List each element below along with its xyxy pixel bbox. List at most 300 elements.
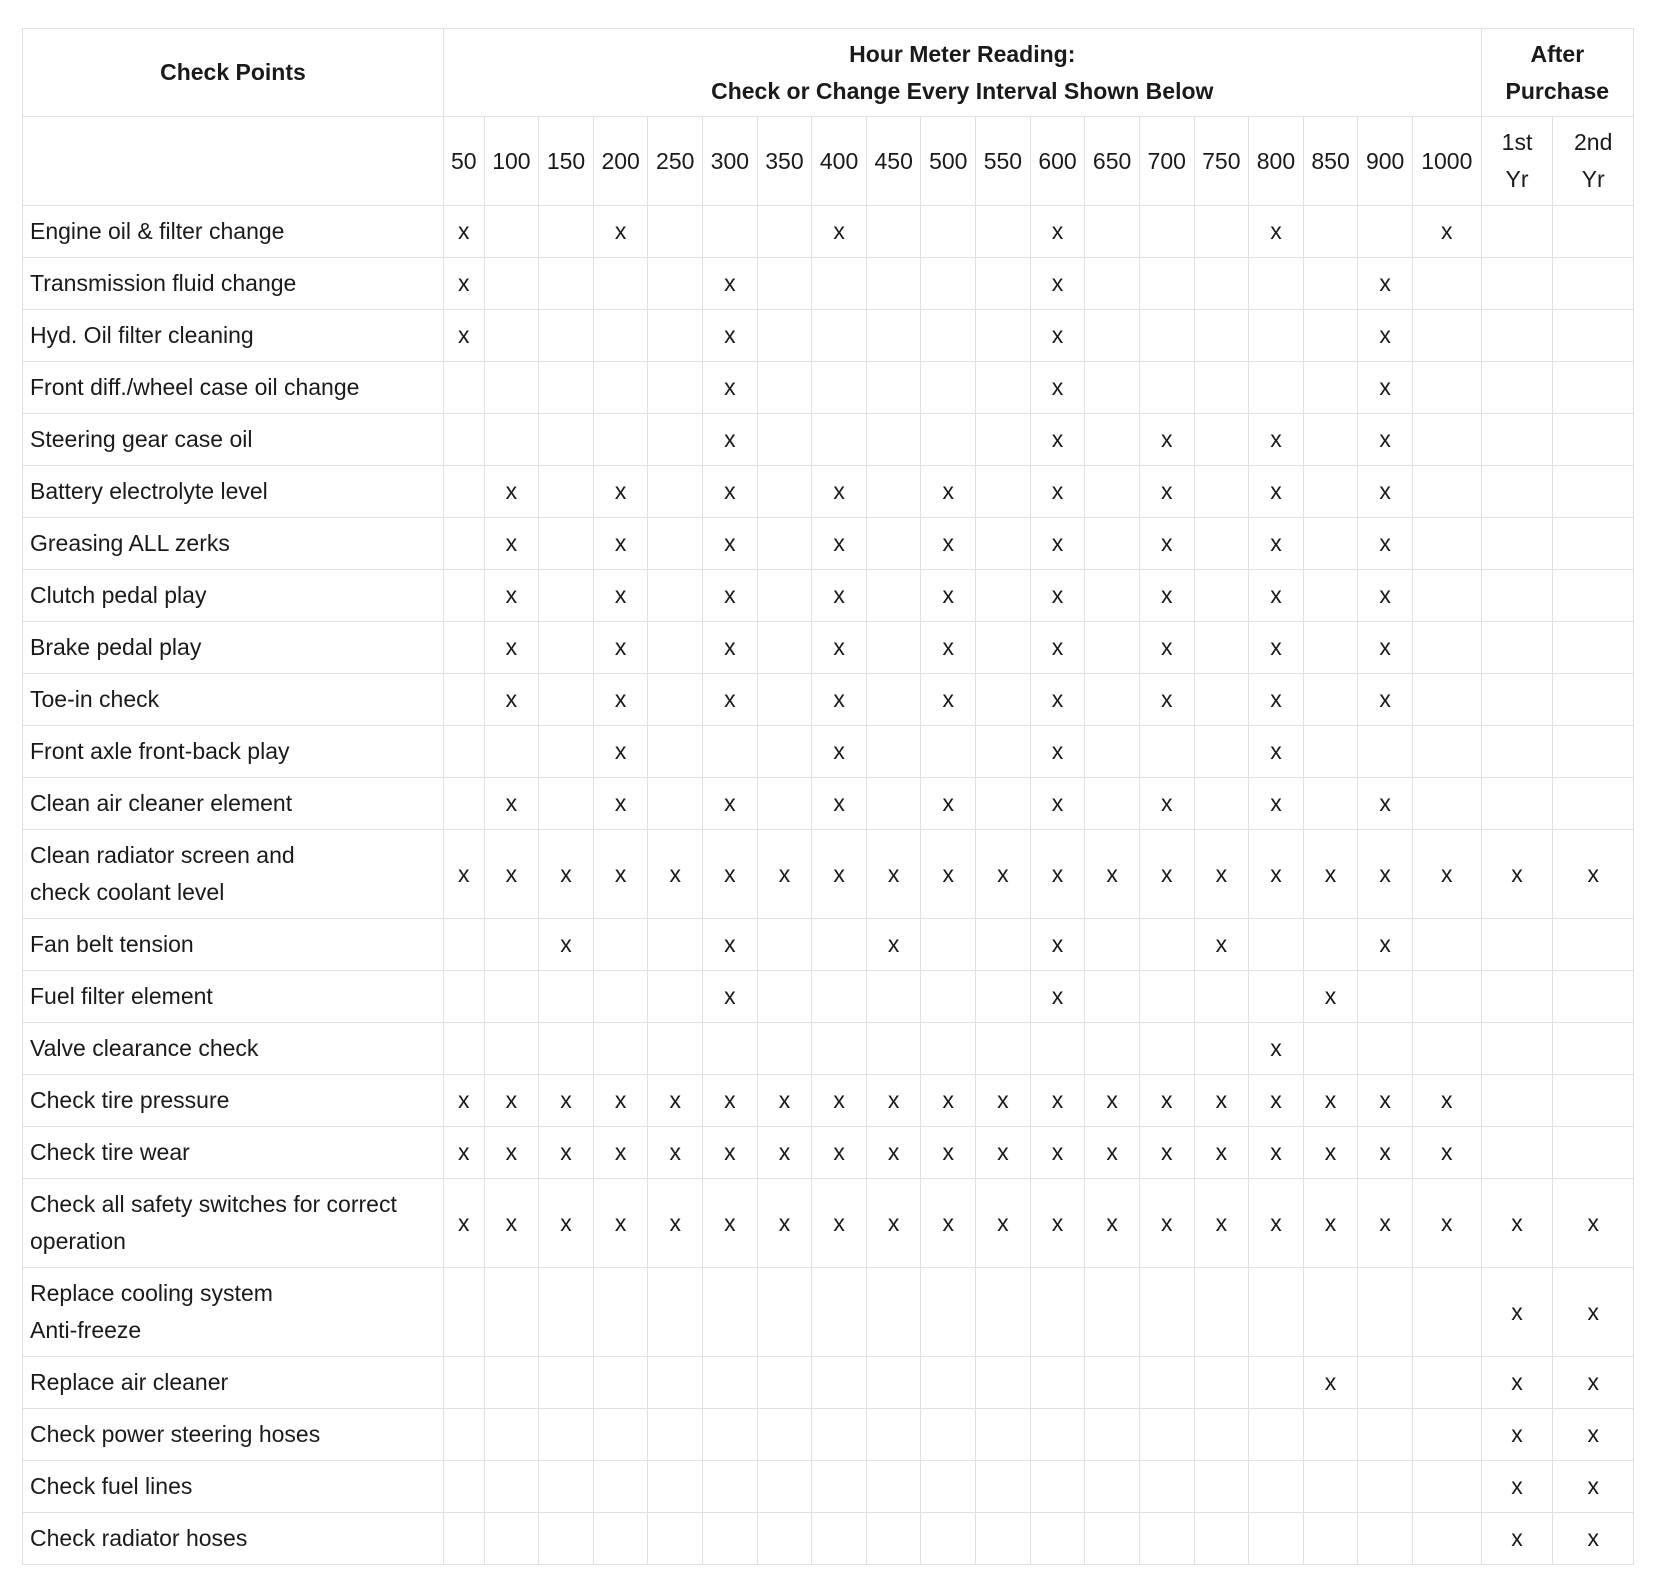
interval-mark-cell: x [484, 466, 539, 518]
check-point-label-line: Valve clearance check [30, 1035, 259, 1061]
interval-mark-cell: x [1194, 1127, 1249, 1179]
interval-mark-cell [1553, 1075, 1634, 1127]
interval-mark-cell: x [976, 830, 1031, 919]
interval-mark-cell [539, 778, 594, 830]
interval-mark-cell: x [1139, 778, 1194, 830]
interval-mark-cell [976, 971, 1031, 1023]
interval-mark-cell [812, 1461, 867, 1513]
interval-mark-cell [443, 414, 484, 466]
interval-mark-cell [1085, 1409, 1140, 1461]
interval-mark-cell [1030, 1409, 1085, 1461]
interval-mark-cell [1358, 1357, 1413, 1409]
interval-mark-cell [976, 1461, 1031, 1513]
interval-mark-cell [1139, 919, 1194, 971]
interval-mark-cell [1139, 1513, 1194, 1565]
check-point-label [23, 674, 444, 726]
interval-mark-cell: x [593, 1179, 648, 1268]
interval-mark-cell [866, 1023, 921, 1075]
interval-mark-cell: x [1481, 1268, 1553, 1357]
interval-mark-cell [1249, 1409, 1304, 1461]
interval-mark-cell: x [1030, 971, 1085, 1023]
interval-mark-cell: x [1303, 971, 1358, 1023]
interval-mark-cell: x [593, 778, 648, 830]
interval-mark-cell [593, 414, 648, 466]
interval-mark-cell [866, 622, 921, 674]
check-point-label [23, 1409, 444, 1461]
interval-mark-cell: x [1030, 258, 1085, 310]
interval-mark-cell [484, 1023, 539, 1075]
interval-mark-cell: x [812, 674, 867, 726]
check-point-label-line: Check fuel lines [30, 1473, 193, 1499]
interval-mark-cell [866, 362, 921, 414]
interval-mark-cell [757, 1409, 812, 1461]
interval-mark-cell [1303, 622, 1358, 674]
interval-mark-cell: x [484, 1179, 539, 1268]
table-row [23, 1513, 1634, 1565]
interval-mark-cell [443, 674, 484, 726]
interval-mark-cell [539, 570, 594, 622]
interval-mark-cell [1303, 1268, 1358, 1357]
table-row [23, 830, 1634, 919]
interval-mark-cell [812, 1023, 867, 1075]
interval-mark-cell [866, 1357, 921, 1409]
interval-header: 700 [1139, 117, 1194, 206]
interval-mark-cell [648, 518, 703, 570]
interval-mark-cell [757, 466, 812, 518]
interval-mark-cell [921, 206, 976, 258]
interval-mark-cell [1085, 919, 1140, 971]
interval-mark-cell [1358, 1268, 1413, 1357]
interval-mark-cell: x [1030, 414, 1085, 466]
interval-mark-cell [539, 258, 594, 310]
interval-mark-cell [757, 726, 812, 778]
interval-mark-cell [976, 778, 1031, 830]
interval-mark-cell [1194, 622, 1249, 674]
interval-mark-cell: x [812, 466, 867, 518]
interval-mark-cell: x [703, 674, 758, 726]
interval-mark-cell [1303, 1023, 1358, 1075]
interval-mark-cell [757, 971, 812, 1023]
interval-mark-cell [1481, 919, 1553, 971]
interval-mark-cell [484, 726, 539, 778]
interval-mark-cell [1194, 362, 1249, 414]
interval-mark-cell: x [1030, 466, 1085, 518]
interval-mark-cell [539, 466, 594, 518]
interval-mark-cell [539, 1513, 594, 1565]
interval-mark-cell [539, 1409, 594, 1461]
interval-mark-cell: x [1085, 1179, 1140, 1268]
interval-mark-cell [866, 1513, 921, 1565]
interval-mark-cell: x [1249, 518, 1304, 570]
check-point-label-line: Battery electrolyte level [30, 478, 268, 504]
interval-mark-cell [443, 570, 484, 622]
interval-mark-cell: x [484, 1075, 539, 1127]
interval-header: 350 [757, 117, 812, 206]
interval-mark-cell [976, 414, 1031, 466]
interval-mark-cell [648, 258, 703, 310]
interval-mark-cell [1085, 570, 1140, 622]
interval-mark-cell [1481, 1023, 1553, 1075]
interval-mark-cell [593, 1461, 648, 1513]
table-row [23, 466, 1634, 518]
interval-mark-cell [921, 414, 976, 466]
interval-mark-cell: x [1139, 830, 1194, 919]
interval-mark-cell [1194, 310, 1249, 362]
interval-mark-cell [1553, 570, 1634, 622]
interval-mark-cell [921, 258, 976, 310]
interval-mark-cell [812, 971, 867, 1023]
check-point-label-line: Check power steering hoses [30, 1421, 321, 1447]
interval-mark-cell [593, 971, 648, 1023]
interval-mark-cell: x [703, 971, 758, 1023]
interval-mark-cell [1249, 1461, 1304, 1513]
maintenance-table-container [22, 28, 1634, 1565]
interval-mark-cell [1085, 414, 1140, 466]
interval-mark-cell [1553, 258, 1634, 310]
interval-mark-cell [648, 1268, 703, 1357]
interval-mark-cell [1481, 778, 1553, 830]
header-hour-meter-line1: Hour Meter Reading: [849, 40, 1076, 67]
interval-mark-cell: x [703, 518, 758, 570]
interval-mark-cell [443, 1268, 484, 1357]
interval-mark-cell: x [539, 919, 594, 971]
interval-mark-cell: x [1303, 1075, 1358, 1127]
interval-mark-cell [1481, 258, 1553, 310]
check-point-label-line: Greasing ALL zerks [30, 530, 230, 556]
interval-mark-cell: x [1553, 1461, 1634, 1513]
interval-mark-cell [1553, 206, 1634, 258]
interval-mark-cell: x [1553, 1268, 1634, 1357]
after-purchase-year-header [1481, 117, 1553, 206]
interval-mark-cell [1194, 971, 1249, 1023]
check-point-label-line: Fan belt tension [30, 931, 194, 957]
interval-mark-cell [648, 622, 703, 674]
interval-mark-cell [1194, 1357, 1249, 1409]
interval-mark-cell: x [1139, 570, 1194, 622]
interval-mark-cell [593, 362, 648, 414]
interval-mark-cell [866, 310, 921, 362]
interval-header: 850 [1303, 117, 1358, 206]
interval-mark-cell [757, 414, 812, 466]
interval-mark-cell [1481, 1075, 1553, 1127]
interval-mark-cell [1303, 1513, 1358, 1565]
interval-mark-cell: x [443, 1127, 484, 1179]
interval-mark-cell [484, 1268, 539, 1357]
interval-mark-cell [1194, 258, 1249, 310]
interval-mark-cell [1139, 362, 1194, 414]
interval-mark-cell [648, 778, 703, 830]
interval-mark-cell [484, 258, 539, 310]
maintenance-schedule-table [22, 28, 1634, 1565]
interval-mark-cell [703, 1023, 758, 1075]
interval-mark-cell [812, 1513, 867, 1565]
interval-header: 400 [812, 117, 867, 206]
interval-mark-cell: x [648, 1075, 703, 1127]
interval-mark-cell [866, 258, 921, 310]
interval-mark-cell [1412, 570, 1481, 622]
interval-mark-cell: x [1030, 1179, 1085, 1268]
interval-mark-cell: x [703, 362, 758, 414]
table-row [23, 1409, 1634, 1461]
interval-header: 800 [1249, 117, 1304, 206]
interval-mark-cell: x [703, 830, 758, 919]
interval-mark-cell [539, 674, 594, 726]
interval-mark-cell [976, 1409, 1031, 1461]
interval-mark-cell [648, 919, 703, 971]
interval-mark-cell: x [1030, 206, 1085, 258]
check-point-label [23, 518, 444, 570]
table-row [23, 570, 1634, 622]
interval-mark-cell: x [1412, 1179, 1481, 1268]
interval-mark-cell: x [703, 310, 758, 362]
interval-mark-cell [1303, 258, 1358, 310]
interval-mark-cell [1194, 518, 1249, 570]
interval-mark-cell [1358, 1461, 1413, 1513]
interval-mark-cell: x [1139, 1127, 1194, 1179]
table-row [23, 518, 1634, 570]
check-point-label-line: Fuel filter element [30, 983, 213, 1009]
interval-mark-cell [648, 1357, 703, 1409]
interval-mark-cell: x [866, 1127, 921, 1179]
interval-mark-cell [921, 726, 976, 778]
interval-mark-cell: x [703, 919, 758, 971]
interval-mark-cell [1553, 726, 1634, 778]
interval-mark-cell: x [484, 622, 539, 674]
interval-mark-cell: x [1030, 919, 1085, 971]
interval-mark-cell [866, 971, 921, 1023]
interval-mark-cell [1481, 362, 1553, 414]
interval-mark-cell: x [1553, 1357, 1634, 1409]
interval-mark-cell [1412, 1023, 1481, 1075]
interval-mark-cell: x [1249, 622, 1304, 674]
interval-mark-cell [648, 206, 703, 258]
interval-mark-cell: x [443, 206, 484, 258]
interval-mark-cell [539, 622, 594, 674]
interval-mark-cell [703, 1409, 758, 1461]
interval-mark-cell: x [703, 570, 758, 622]
interval-mark-cell [1249, 971, 1304, 1023]
interval-mark-cell [1030, 1357, 1085, 1409]
table-body [23, 206, 1634, 1565]
interval-mark-cell: x [593, 1075, 648, 1127]
interval-mark-cell: x [757, 1075, 812, 1127]
interval-mark-cell [1481, 674, 1553, 726]
interval-mark-cell [539, 1357, 594, 1409]
interval-mark-cell [1303, 674, 1358, 726]
interval-mark-cell: x [1358, 919, 1413, 971]
interval-mark-cell [866, 674, 921, 726]
interval-header: 150 [539, 117, 594, 206]
interval-mark-cell [757, 674, 812, 726]
check-point-label-line: Toe-in check [30, 686, 160, 712]
interval-mark-cell: x [976, 1127, 1031, 1179]
interval-mark-cell [1085, 1513, 1140, 1565]
interval-mark-cell [539, 414, 594, 466]
interval-mark-cell: x [1030, 1127, 1085, 1179]
interval-mark-cell: x [1358, 674, 1413, 726]
table-row [23, 1268, 1634, 1357]
interval-mark-cell [976, 1513, 1031, 1565]
interval-mark-cell [539, 1268, 594, 1357]
interval-mark-cell [648, 726, 703, 778]
interval-mark-cell [1553, 778, 1634, 830]
interval-mark-cell [812, 1357, 867, 1409]
interval-mark-cell [703, 726, 758, 778]
interval-mark-cell: x [443, 310, 484, 362]
interval-mark-cell [1030, 1023, 1085, 1075]
interval-mark-cell [757, 310, 812, 362]
interval-mark-cell: x [812, 1127, 867, 1179]
table-row [23, 258, 1634, 310]
check-point-label [23, 1357, 444, 1409]
interval-mark-cell: x [1030, 674, 1085, 726]
check-point-label-line: Replace air cleaner [30, 1369, 229, 1395]
table-row [23, 1179, 1634, 1268]
interval-mark-cell [866, 570, 921, 622]
interval-mark-cell [866, 414, 921, 466]
interval-mark-cell [757, 206, 812, 258]
interval-mark-cell [976, 1023, 1031, 1075]
interval-mark-cell [703, 1513, 758, 1565]
interval-mark-cell: x [703, 466, 758, 518]
interval-mark-cell [1481, 971, 1553, 1023]
interval-mark-cell [1194, 726, 1249, 778]
interval-mark-cell [1249, 1357, 1304, 1409]
interval-mark-cell: x [1481, 1179, 1553, 1268]
table-row [23, 622, 1634, 674]
interval-mark-cell [443, 1513, 484, 1565]
interval-mark-cell [1412, 622, 1481, 674]
interval-mark-cell [593, 919, 648, 971]
interval-mark-cell: x [1481, 1461, 1553, 1513]
interval-header: 900 [1358, 117, 1413, 206]
interval-mark-cell [443, 466, 484, 518]
interval-mark-cell: x [593, 674, 648, 726]
interval-mark-cell: x [921, 1075, 976, 1127]
interval-mark-cell: x [539, 830, 594, 919]
interval-mark-cell [1303, 1409, 1358, 1461]
interval-mark-cell: x [484, 778, 539, 830]
interval-mark-cell: x [866, 1179, 921, 1268]
interval-mark-cell [593, 310, 648, 362]
interval-mark-cell: x [648, 1127, 703, 1179]
header-row-intervals [23, 117, 1634, 206]
interval-mark-cell: x [1481, 1409, 1553, 1461]
interval-mark-cell [539, 518, 594, 570]
header-empty-cell [23, 117, 444, 206]
interval-mark-cell: x [703, 414, 758, 466]
interval-mark-cell: x [703, 1179, 758, 1268]
interval-mark-cell: x [812, 622, 867, 674]
check-point-label [23, 1127, 444, 1179]
interval-mark-cell: x [1139, 1075, 1194, 1127]
table-row [23, 971, 1634, 1023]
interval-mark-cell [484, 1357, 539, 1409]
interval-mark-cell [648, 414, 703, 466]
interval-mark-cell: x [1358, 622, 1413, 674]
year-header-line2: Yr [1505, 166, 1529, 192]
interval-mark-cell: x [1303, 830, 1358, 919]
header-check-points: Check Points [23, 29, 444, 117]
interval-mark-cell: x [1085, 830, 1140, 919]
interval-mark-cell [443, 919, 484, 971]
interval-mark-cell [757, 1513, 812, 1565]
check-point-label [23, 310, 444, 362]
interval-mark-cell: x [1249, 830, 1304, 919]
interval-mark-cell [1412, 971, 1481, 1023]
interval-mark-cell [1412, 919, 1481, 971]
interval-mark-cell [1194, 1461, 1249, 1513]
interval-mark-cell: x [1553, 830, 1634, 919]
interval-mark-cell [921, 1357, 976, 1409]
interval-mark-cell [976, 1268, 1031, 1357]
interval-mark-cell [1194, 414, 1249, 466]
interval-mark-cell [1139, 1461, 1194, 1513]
interval-mark-cell: x [1481, 1513, 1553, 1565]
interval-mark-cell [1412, 1268, 1481, 1357]
interval-mark-cell [1249, 1268, 1304, 1357]
interval-mark-cell: x [1358, 1179, 1413, 1268]
interval-mark-cell [648, 971, 703, 1023]
interval-mark-cell: x [976, 1179, 1031, 1268]
interval-mark-cell: x [648, 1179, 703, 1268]
interval-mark-cell [703, 206, 758, 258]
interval-mark-cell: x [593, 518, 648, 570]
interval-mark-cell [976, 466, 1031, 518]
year-header-line2: Yr [1581, 166, 1605, 192]
interval-mark-cell [757, 570, 812, 622]
interval-mark-cell [1085, 518, 1140, 570]
interval-mark-cell: x [757, 1179, 812, 1268]
interval-header: 250 [648, 117, 703, 206]
check-point-label-line: Check tire pressure [30, 1087, 230, 1113]
interval-mark-cell [1085, 622, 1140, 674]
interval-mark-cell: x [1358, 778, 1413, 830]
interval-header: 100 [484, 117, 539, 206]
interval-mark-cell: x [812, 726, 867, 778]
interval-header: 650 [1085, 117, 1140, 206]
interval-mark-cell: x [1030, 778, 1085, 830]
interval-header: 50 [443, 117, 484, 206]
interval-mark-cell [812, 1268, 867, 1357]
interval-mark-cell [1358, 726, 1413, 778]
interval-mark-cell [1481, 726, 1553, 778]
interval-mark-cell: x [757, 1127, 812, 1179]
interval-mark-cell [866, 466, 921, 518]
interval-mark-cell [921, 1023, 976, 1075]
interval-mark-cell [1249, 258, 1304, 310]
interval-mark-cell: x [1249, 414, 1304, 466]
interval-mark-cell [539, 726, 594, 778]
interval-mark-cell: x [921, 830, 976, 919]
interval-mark-cell [921, 362, 976, 414]
check-point-label [23, 570, 444, 622]
interval-header: 300 [703, 117, 758, 206]
interval-mark-cell [484, 1513, 539, 1565]
interval-mark-cell [757, 1023, 812, 1075]
interval-mark-cell [757, 518, 812, 570]
interval-mark-cell [976, 919, 1031, 971]
interval-mark-cell [866, 1409, 921, 1461]
interval-mark-cell: x [1412, 1127, 1481, 1179]
interval-mark-cell [1139, 971, 1194, 1023]
interval-mark-cell [1085, 674, 1140, 726]
interval-mark-cell [1249, 1513, 1304, 1565]
interval-mark-cell [1249, 362, 1304, 414]
check-point-label-line: Check all safety switches for correct [30, 1191, 397, 1217]
interval-mark-cell [1412, 1409, 1481, 1461]
interval-mark-cell: x [1358, 362, 1413, 414]
